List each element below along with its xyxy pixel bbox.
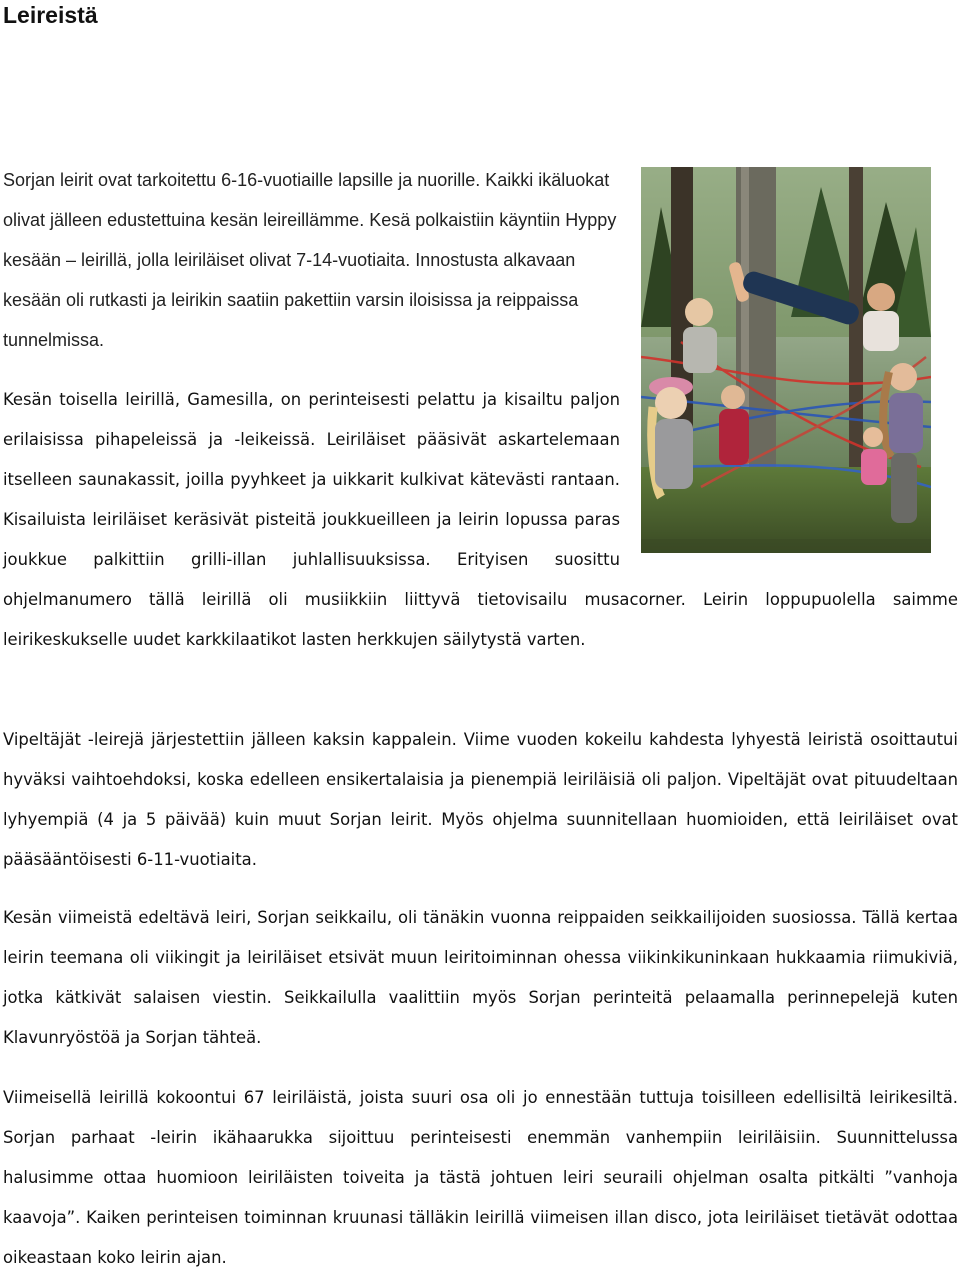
image-float-spacer xyxy=(620,380,958,580)
page-title: Leireistä xyxy=(3,2,98,28)
paragraph-parhaat: Viimeisellä leirillä kokoontui 67 leiriläistä, joista suuri osa oli jo ennestään tuttuja toisilleen edellisiltä leirikesiltä. Sorjan parhaat -leirin ikähaarukka sijoittuu perinteisesti enemmän vanhempiin leiriläisiin. Suunnittelussa halusimme ottaa huomioon leiriläisten toiveita ja tästä johtuen leiri seuraili ohjelman osalta pitkälti ”vanhoja kaavoja”. Kaiken perinteisen toiminnan kruunasi tälläkin leirillä viimeisen illan disco, jota leiriläiset tietävät odottaa oikeastaan koko leirin ajan. xyxy=(3,1088,958,1267)
paragraph-seikkailu: Kesän viimeistä edeltävä leiri, Sorjan seikkailu, oli tänäkin vuonna reippaiden seikkailijoiden suosiossa. Tällä kertaa leirin teemana oli viikingit ja leiriläiset etsivät muun leiritoiminnan ohessa viikinkikuninkaan hukkaamia riimukiviä, jotka kätkivät salaisen viestin. Seikkailulla vaalittiin myös Sorjan perinteitä pelaamalla perinnepelejä kuten Klavunryöstöä ja Sorjan tähteä. xyxy=(3,908,958,1047)
paragraph-games-text: Kesän toisella leirillä, Gamesilla, on perinteisesti pelattu ja kisailtu paljon erilaisissa pihapeleissä ja -leikeissä. Leiriläiset pääsivät askartelemaan itselleen saunakassit, joilla pyyhkeet ja uikkarit kulkivat kätevästi rantaan. Kisailuista leiriläiset keräsivät pisteitä joukkueilleen ja leirin lopussa paras joukkue palkittiin grilli-illan juhlallisuuksissa. Erityisen suosittu ohjelmanumero tällä leirillä oli musiikkiin liittyvä tietovisailu musacorner. Leirin loppupuolella saimme leirikeskukselle uudet karkkilaatikot lasten herkkujen säilytystä varten. xyxy=(3,390,958,649)
paragraph-vipeltajat: Vipeltäjät -leirejä järjestettiin jälleen kaksin kappalein. Viime vuoden kokeilu kahdesta lyhyestä leiristä osoittautui hyväksi vaihtoehdoksi, koska edelleen ensikertalaisia ja pienempiä leiriläisiä oli paljon. Vipeltäjät ovat pituudeltaan lyhyempiä (4 ja 5 päivää) kuin muut Sorjan leirit. Myös ohjelma suunnitellaan huomioiden, että leiriläiset ovat pääsääntöisesti 6-11-vuotiaita. xyxy=(3,730,958,869)
paragraph-intro: Sorjan leirit ovat tarkoitettu 6-16-vuotiaille lapsille ja nuorille. Kaikki ikäluokat olivat jälleen edustettuina kesän leireillämme. Kesä polkaistiin käyntiin Hyppy kesään – leirillä, jolla leiriläiset olivat 7-14-vuotiaita. Innostusta alkavaan kesään oli rutkasti ja leirikin saatiin pakettiin varsin iloisissa ja reippaissa tunnelmissa. xyxy=(3,170,617,350)
paragraph-games xyxy=(3,380,958,660)
